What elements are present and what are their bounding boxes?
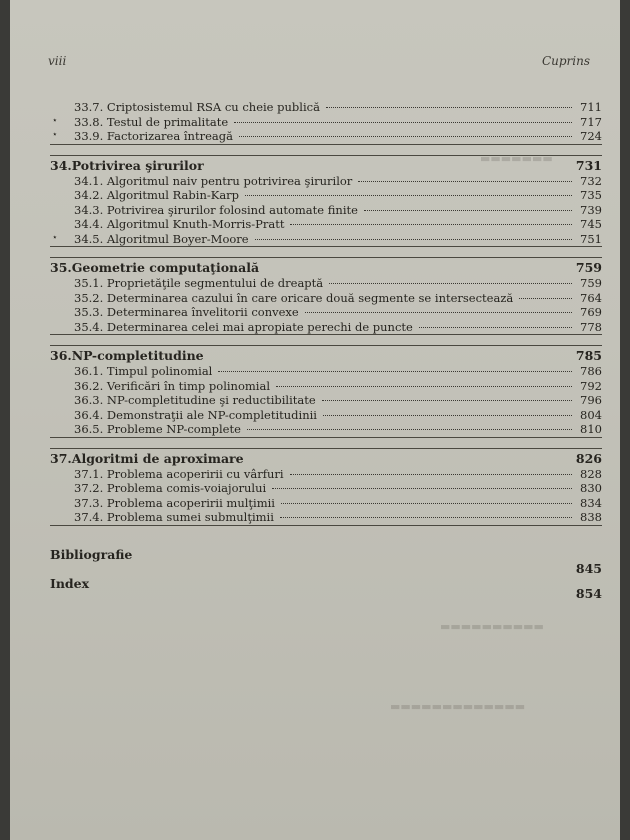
toc-entry-page: 759 — [580, 276, 602, 290]
star-icon: ⋆ — [52, 115, 58, 126]
toc-entry-page: 804 — [580, 407, 602, 422]
toc-entry-label: 35.2. Determinarea cazului în care oricare două segmente se intersectează — [74, 290, 514, 305]
toc-entry-page: 724 — [580, 129, 602, 143]
chapter-heading[interactable] — [50, 448, 602, 467]
dot-leader — [364, 210, 572, 211]
dot-leader — [290, 224, 572, 225]
toc-entry-label: 34.1. Algoritmul naiv pentru potrivirea şirurilor — [74, 173, 353, 188]
toc-entry-label: 37.3. Problema acoperirii mulţimii — [74, 495, 275, 510]
chapter-page: 785 — [575, 348, 602, 363]
dot-leader — [323, 415, 572, 416]
toc-entry-page: 786 — [580, 364, 602, 378]
chapter-block — [50, 257, 602, 335]
star-icon: ⋆ — [52, 232, 58, 243]
toc-entry-label: 37.1. Problema acoperirii cu vârfuri — [74, 466, 284, 481]
toc-entry[interactable] — [50, 232, 602, 248]
dot-leader — [290, 474, 572, 475]
toc-entry-page: 834 — [580, 495, 602, 510]
chapter-page: 826 — [575, 450, 602, 466]
dot-leader — [326, 107, 572, 108]
chapter-title: 37.Algoritmi de aproximare — [50, 450, 244, 466]
toc-entry[interactable] — [50, 364, 602, 379]
chapter-title: 34.Potrivirea şirurilor — [50, 157, 204, 173]
show-through-text: ▬▬▬▬▬▬▬ — [480, 152, 553, 165]
star-icon: ⋆ — [52, 130, 58, 140]
toc-entry[interactable] — [50, 100, 602, 115]
toc-entry-label: 37.2. Problema comis-voiajorului — [74, 481, 267, 495]
index-page: 854 — [575, 586, 602, 601]
toc-entry-page: 838 — [580, 510, 602, 524]
dot-leader — [239, 136, 572, 137]
toc-entry-page: 717 — [580, 114, 602, 129]
dot-leader — [519, 298, 572, 299]
show-through-text: ▬▬▬▬▬▬▬▬▬▬▬▬▬ — [390, 700, 526, 713]
toc-entry-page: 735 — [580, 188, 602, 202]
toc-entry[interactable] — [50, 510, 602, 526]
bibliography-title: Bibliografie — [50, 547, 133, 562]
toc-entry[interactable] — [50, 305, 602, 320]
toc-entry[interactable] — [50, 422, 602, 438]
dot-leader — [322, 400, 572, 401]
dot-leader — [234, 122, 572, 123]
toc-entry[interactable] — [50, 496, 602, 511]
toc-entry-page: 769 — [580, 305, 602, 319]
toc-entry-label: 35.1. Proprietăţile segmentului de dreaptă — [74, 276, 324, 290]
chapter-block — [50, 155, 602, 248]
toc-entry-label: 34.2. Algoritmul Rabin-Karp — [74, 188, 240, 202]
toc-entry[interactable] — [50, 115, 602, 130]
toc-entry-page: 828 — [580, 466, 602, 481]
toc-entry-label: 34.3. Potrivirea şirurilor folosind automate finite — [74, 202, 358, 217]
toc-entry-page: 810 — [580, 422, 602, 436]
toc-entry-label: 36.4. Demonstraţii ale NP-completitudinii — [74, 407, 317, 422]
index-title: Index — [50, 576, 90, 591]
toc-entry[interactable] — [50, 217, 602, 232]
dot-leader — [419, 327, 572, 328]
dot-leader — [280, 517, 572, 518]
chapter-page: 759 — [575, 260, 602, 275]
table-of-contents — [50, 100, 602, 536]
dot-leader — [218, 371, 572, 372]
toc-entry[interactable] — [50, 129, 602, 145]
chapter-heading[interactable] — [50, 155, 602, 174]
toc-entry-label: 36.1. Timpul polinomial — [74, 364, 213, 378]
chapter-block — [50, 100, 602, 145]
chapter-heading[interactable] — [50, 257, 602, 276]
toc-entry-label: 33.8. Testul de primalitate — [74, 114, 229, 129]
index-entry[interactable] — [50, 576, 602, 601]
toc-entry[interactable] — [50, 393, 602, 408]
toc-entry-label: 37.4. Problema sumei submulţimii — [74, 510, 274, 524]
toc-entry-page: 711 — [580, 100, 602, 114]
dot-leader — [329, 283, 572, 284]
toc-entry-page: 796 — [580, 393, 602, 407]
chapter-block — [50, 448, 602, 526]
chapter-title: 35.Geometrie computaţională — [50, 260, 260, 275]
toc-entry[interactable] — [50, 276, 602, 291]
dot-leader — [305, 312, 572, 313]
toc-entry-page: 745 — [580, 217, 602, 231]
dot-leader — [281, 503, 572, 504]
chapter-title: 36.NP-completitudine — [50, 348, 204, 363]
chapter-block — [50, 345, 602, 438]
toc-entry-label: 36.2. Verificări în timp polinomial — [74, 378, 270, 393]
toc-entry-page: 751 — [580, 231, 602, 246]
toc-entry[interactable] — [50, 408, 602, 423]
toc-entry-label: 34.4. Algoritmul Knuth-Morris-Pratt — [74, 217, 285, 231]
dot-leader — [255, 239, 572, 240]
toc-entry[interactable] — [50, 379, 602, 394]
toc-entry-label: 36.5. Probleme NP-complete — [74, 422, 241, 436]
toc-entry-page: 778 — [580, 319, 602, 334]
book-page — [10, 0, 620, 840]
toc-entry-label: 33.7. Criptosistemul RSA cu cheie publică — [74, 100, 320, 114]
dot-leader — [247, 429, 572, 430]
toc-entry[interactable] — [50, 174, 602, 189]
dot-leader — [245, 195, 572, 196]
toc-entry[interactable] — [50, 320, 602, 336]
dot-leader — [358, 181, 572, 182]
toc-entry[interactable] — [50, 188, 602, 203]
toc-entry-page: 830 — [580, 481, 602, 495]
toc-entry[interactable] — [50, 203, 602, 218]
chapter-page: 731 — [575, 157, 602, 173]
running-header-page-number: viii — [48, 54, 67, 68]
toc-entry-label: 35.3. Determinarea învelitorii convexe — [74, 305, 299, 319]
toc-entry-page: 764 — [580, 290, 602, 305]
toc-entry-page: 792 — [580, 378, 602, 393]
toc-entry-label: 35.4. Determinarea celei mai apropiate perechi de puncte — [74, 319, 413, 334]
toc-entry-label: 34.5. Algoritmul Boyer-Moore — [74, 231, 249, 246]
toc-entry[interactable] — [50, 291, 602, 306]
bibliography-entry[interactable] — [50, 547, 602, 576]
bibliography-page: 845 — [575, 561, 602, 576]
dot-leader — [272, 488, 572, 489]
chapter-heading[interactable] — [50, 345, 602, 364]
toc-entry-page: 739 — [580, 202, 602, 217]
show-through-text: ▬▬▬▬▬▬▬▬▬▬ — [440, 620, 544, 633]
toc-entry-label: 33.9. Factorizarea întreagă — [74, 129, 233, 143]
toc-entry[interactable] — [50, 467, 602, 482]
toc-entry-page: 732 — [580, 173, 602, 188]
toc-entry-label: 36.3. NP-completitudine şi reductibilitate — [74, 393, 316, 407]
running-header-title: Cuprins — [541, 54, 590, 68]
toc-entry[interactable] — [50, 481, 602, 496]
dot-leader — [276, 386, 572, 387]
